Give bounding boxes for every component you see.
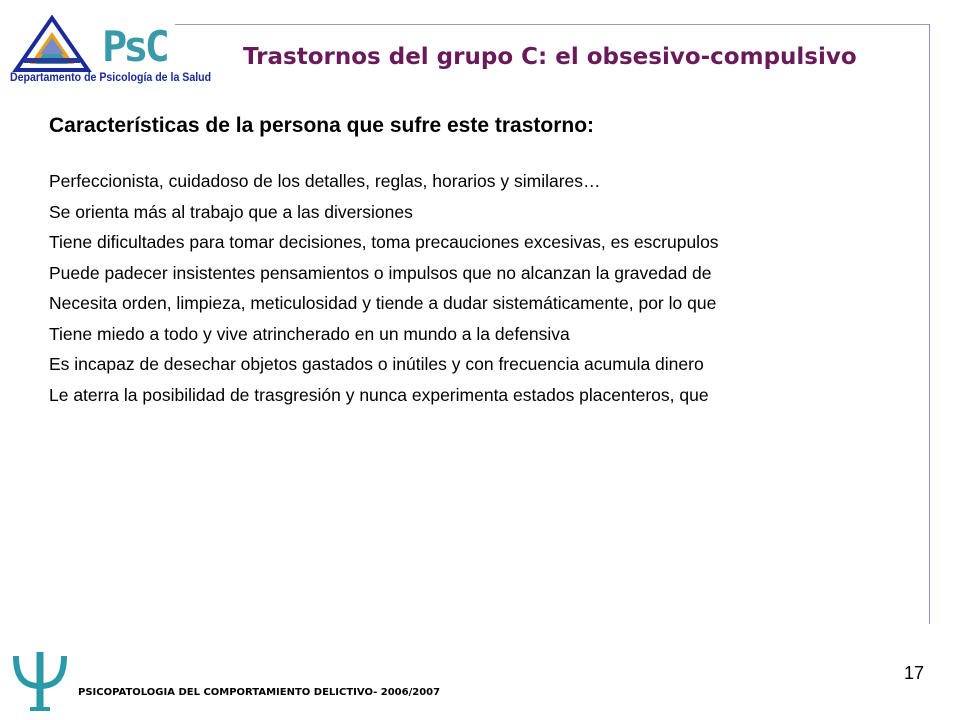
footer-course-label: PSICOPATOLOGIA DEL COMPORTAMIENTO DELICTIVO- 2006/2007 <box>78 687 441 698</box>
logo-mark-text: PsC <box>102 22 166 71</box>
list-item: Puede padecer insistentes pensamientos o impulsos que no alcanzan la gravedad de <box>49 262 712 283</box>
list-item: Le aterra la posibilidad de trasgresión y nunca experimenta estados placenteros, que <box>49 384 709 405</box>
pyramid-logo-icon <box>10 14 100 74</box>
list-item: Perfeccionista, cuidadoso de los detalles, reglas, horarios y similares… <box>49 171 601 191</box>
frame-top-line <box>175 24 930 25</box>
list-item: Es incapaz de desechar objetos gastados o inútiles y con frecuencia acumula dinero <box>49 354 704 374</box>
page-number: 17 <box>904 663 925 683</box>
department-logo <box>10 14 210 90</box>
section-subtitle: Características de la persona que sufre este trastorno: <box>49 114 595 137</box>
list-item: Necesita orden, limpieza, meticulosidad y tiende a dudar sistemáticamente, por lo que <box>49 293 717 313</box>
logo-caption: Departamento de Psicología de la Salud <box>10 72 212 84</box>
list-item: Tiene miedo a todo y vive atrincherado en un mundo a la defensiva <box>49 323 570 344</box>
list-item: Tiene dificultades para tomar decisiones, toma precauciones excesivas, es escrupulos <box>49 232 719 252</box>
psi-symbol-icon <box>12 648 68 712</box>
characteristics-list <box>49 166 719 410</box>
list-item: Se orienta más al trabajo que a las diversiones <box>49 201 413 222</box>
frame-right-line <box>929 24 930 624</box>
page-title: Trastornos del grupo C: el obsesivo-compulsivo <box>243 44 857 70</box>
